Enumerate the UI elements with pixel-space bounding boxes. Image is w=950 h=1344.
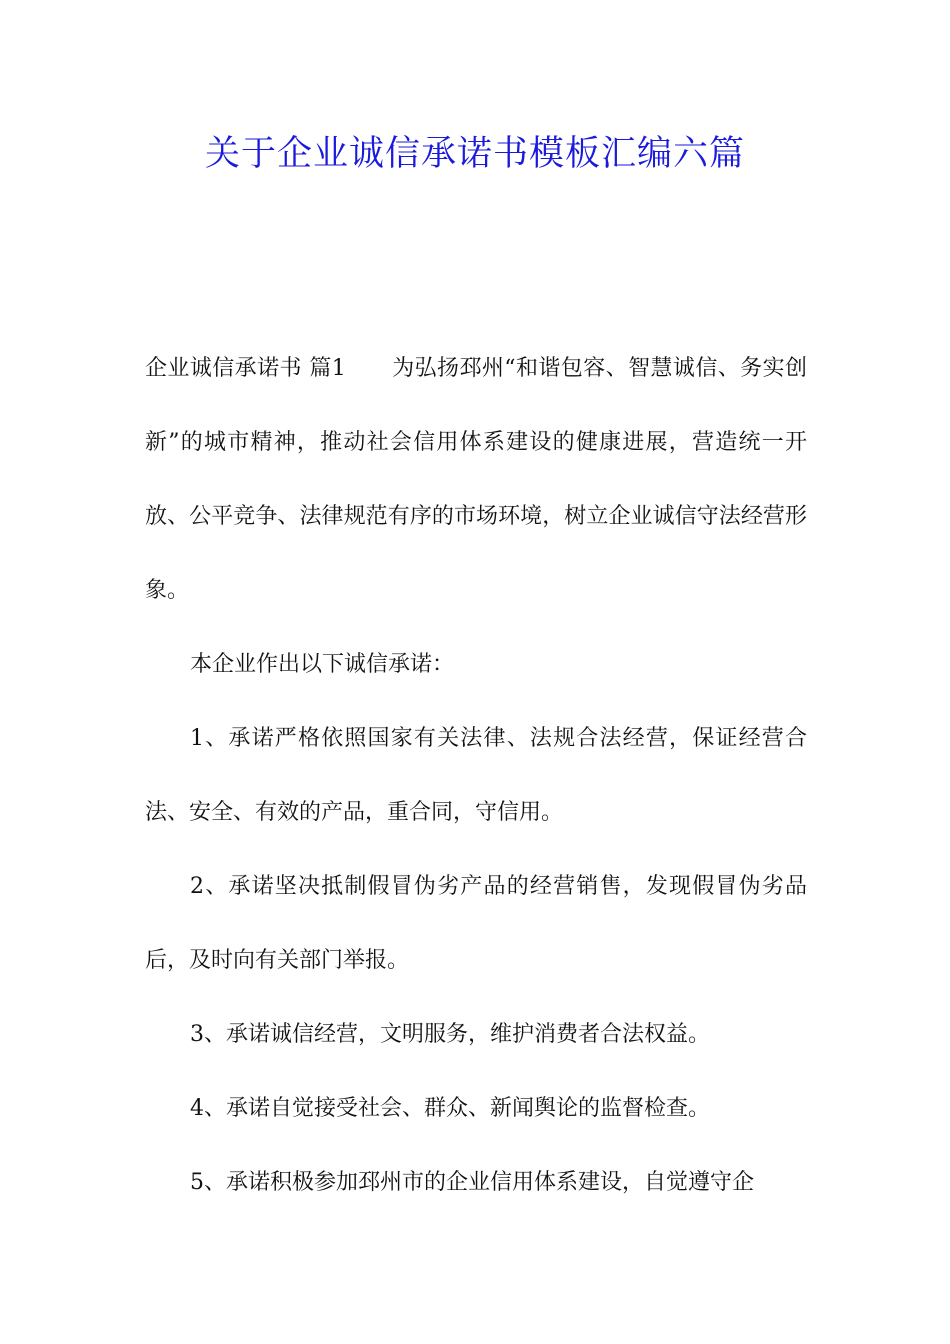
- commitment-item-2: 2、承诺坚决抵制假冒伪劣产品的经营销售，发现假冒伪劣品后，及时向有关部门举报。: [145, 874, 807, 973]
- commitment-item-5: 5、承诺积极参加邳州市的企业信用体系建设，自觉遵守企: [190, 1170, 754, 1195]
- commitment-item-1: 1、承诺严格依照国家有关法律、法规合法经营，保证经营合法、安全、有效的产品，重合同，守信用。: [145, 726, 807, 825]
- commitment-item-4: 4、承诺自觉接受社会、群众、新闻舆论的监督检查。: [190, 1096, 710, 1121]
- intro-text: 为弘扬邳州“和谐包容、智慧诚信、务实创新”的城市精神，推动社会信用体系建设的健康进展，营造统一开放、公平竞争、法律规范有序的市场环境，树立企业诚信守法经营形象。: [145, 356, 808, 603]
- document-title: 关于企业诚信承诺书模板汇编六篇: [204, 134, 745, 174]
- document-body: [145, 332, 807, 1220]
- lead-paragraph: 本企业作出以下诚信承诺：: [190, 652, 455, 677]
- intro-paragraph: [145, 332, 807, 628]
- section-heading: 企业诚信承诺书 篇1: [145, 356, 346, 381]
- commitment-item-3: 3、承诺诚信经营，文明服务，维护消费者合法权益。: [190, 1022, 710, 1047]
